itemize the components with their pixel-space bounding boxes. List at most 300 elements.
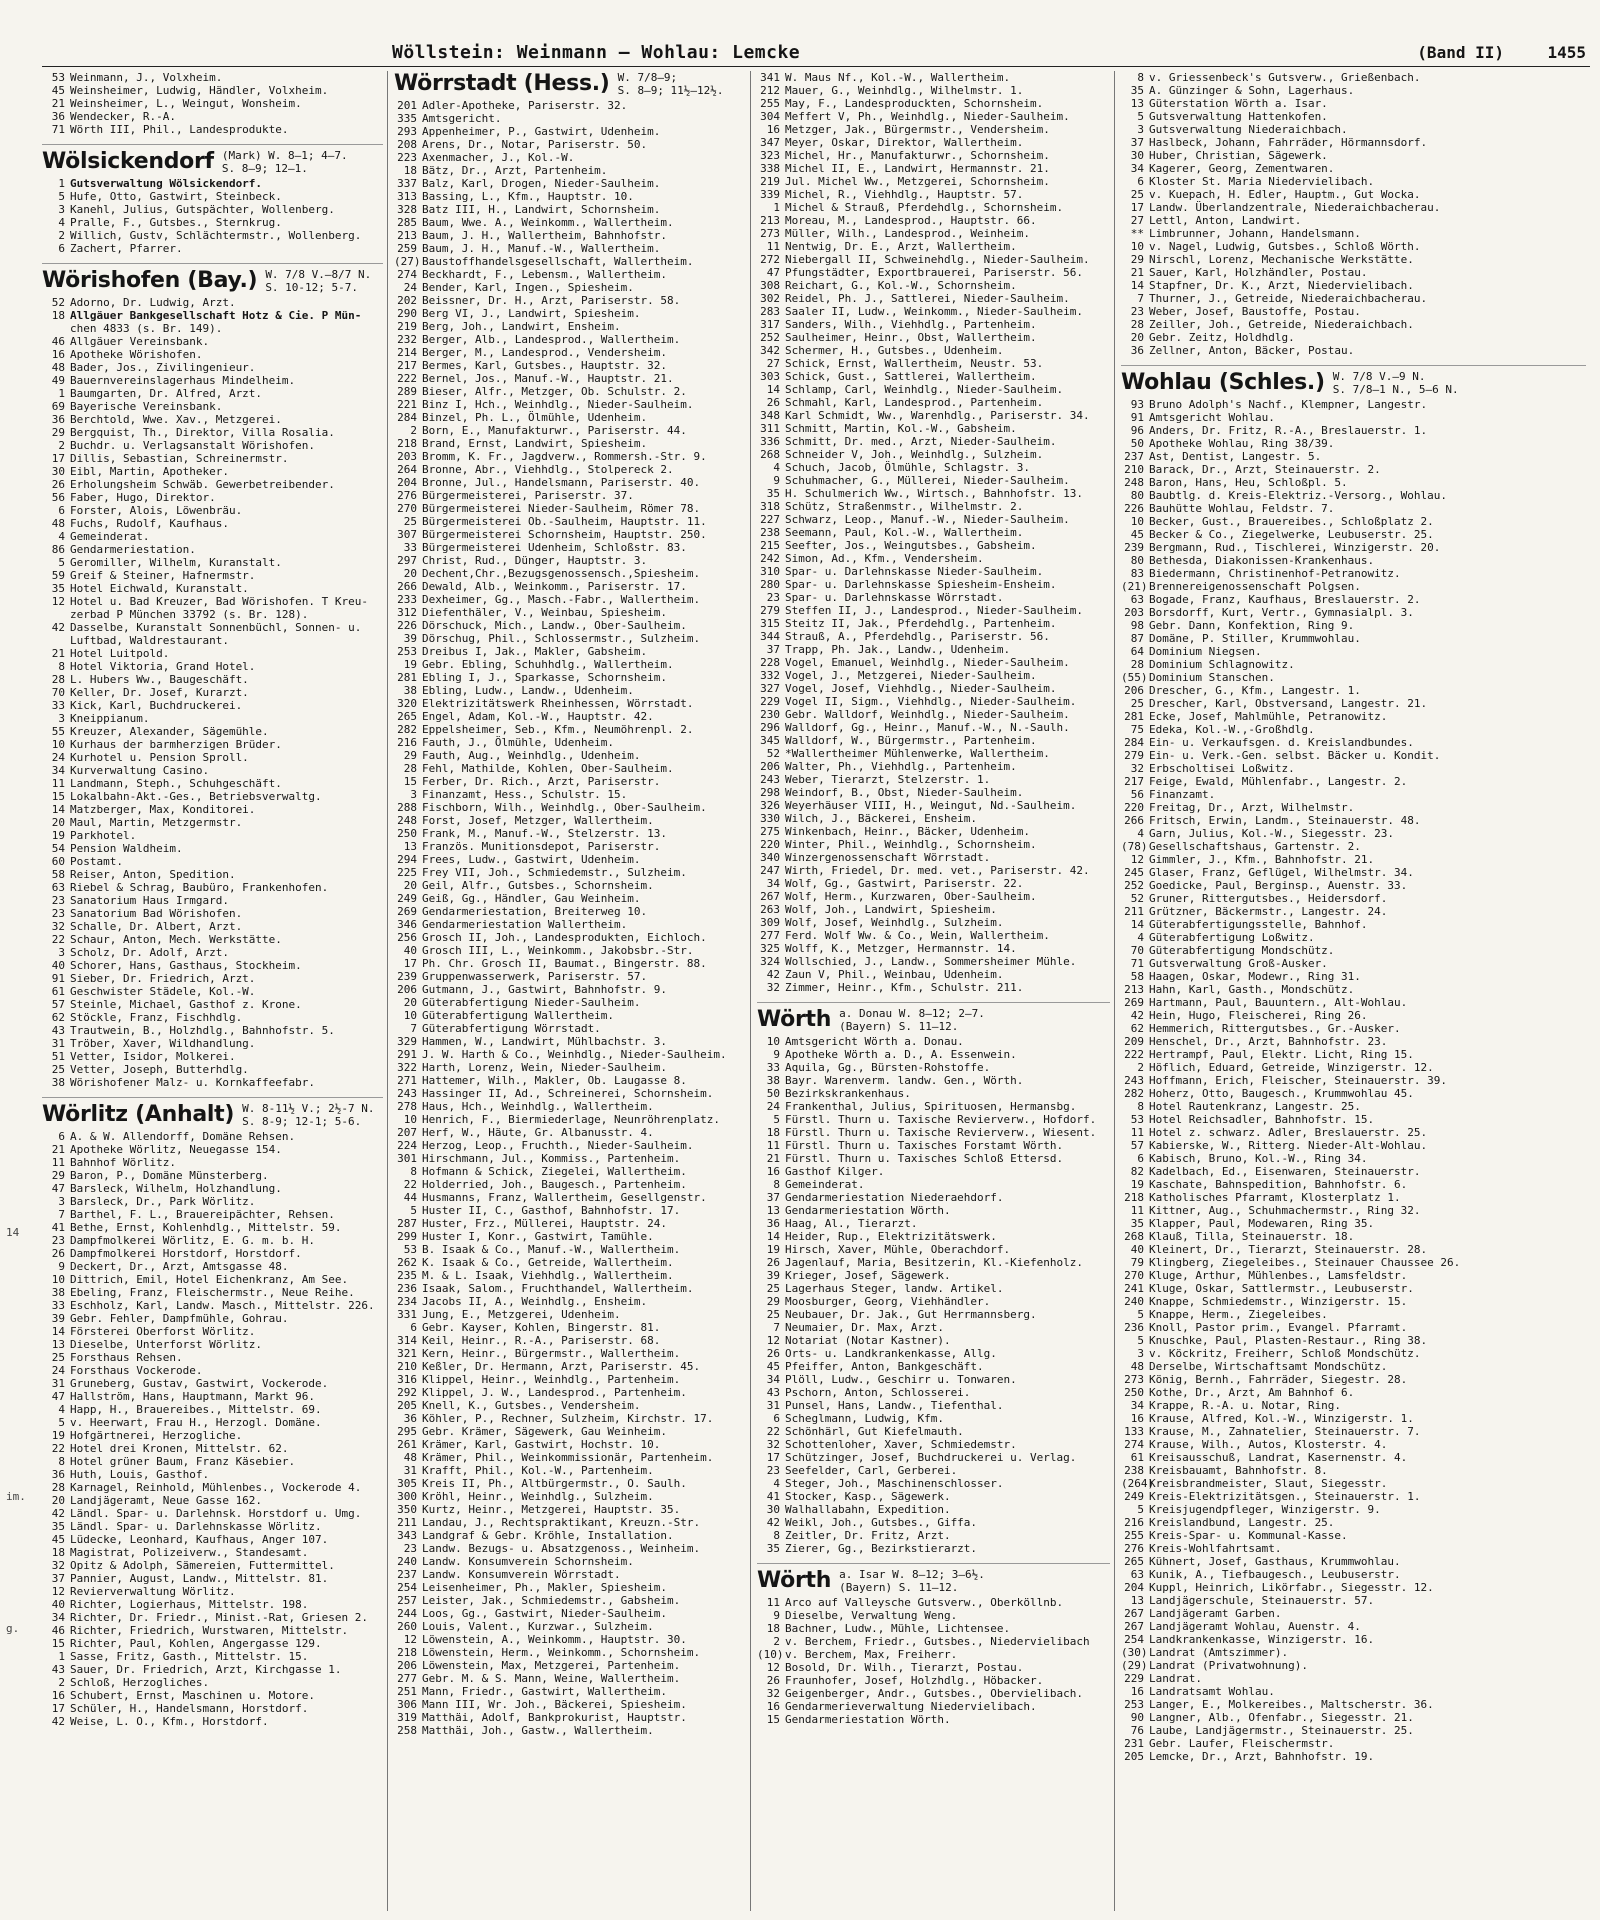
listing-entry <box>42 1468 383 1481</box>
listing-text: Schmitt, Dr. med., Arzt, Nieder-Saulheim. <box>785 435 1057 448</box>
listing-text: Gebr. Laufer, Fleischermstr. <box>1149 1737 1335 1750</box>
listing-entry <box>42 309 383 322</box>
listing-entry <box>42 1182 383 1195</box>
listing-entry <box>42 1663 383 1676</box>
listing-text: Hartmann, Paul, Bauuntern., Alt-Wohlau. <box>1149 996 1408 1009</box>
listing-entry <box>757 1635 1110 1648</box>
listing-entry <box>757 422 1110 435</box>
listing-entry <box>757 396 1110 409</box>
listing-text: Kurtz, Heinr., Metzgerei, Hauptstr. 35. <box>422 1503 681 1516</box>
place-name: Wörrstadt (Hess.) <box>394 71 610 96</box>
phone-number: 23 <box>51 894 65 907</box>
phone-number: 1 <box>58 177 65 190</box>
listing-text: Berchtold, Wwe. Xav., Metzgerei. <box>70 413 282 426</box>
listing-entry <box>394 502 746 515</box>
listing-entry <box>1121 1191 1586 1204</box>
listing-text: Kreis II, Ph., Altbürgermstr., O. Saulh. <box>422 1477 687 1490</box>
listing-text: Kreislandbund, Langestr. 25. <box>1149 1516 1335 1529</box>
listing-text: Bosold, Dr. Wilh., Tierarzt, Postau. <box>785 1661 1024 1674</box>
phone-number: 8 <box>1137 1100 1144 1113</box>
office-hours: W. 8-11½ V.; 2½-7 N. S. 8-9; 12-1; 5-6. <box>242 1102 375 1128</box>
listing-entry <box>757 1674 1110 1687</box>
listing-entry <box>757 344 1110 357</box>
phone-number: 345 <box>760 734 780 747</box>
listing-text: Wörth III, Phil., Landesprodukte. <box>70 123 289 136</box>
listing-entry <box>757 1399 1110 1412</box>
phone-number: 45 <box>51 84 65 97</box>
listing-entry <box>757 1661 1110 1674</box>
page-header <box>42 40 1590 67</box>
phone-number: 2 <box>58 229 65 242</box>
listing-entry <box>757 292 1110 305</box>
listing-text: Kreisjugendpfleger, Winzigerstr. 9. <box>1149 1503 1381 1516</box>
listing-entry <box>394 645 746 658</box>
phone-number: 237 <box>1124 450 1144 463</box>
listing-entry <box>394 1503 746 1516</box>
listing-text: Wilch, J., Bäckerei, Ensheim. <box>785 812 978 825</box>
phone-number: 16 <box>766 123 780 136</box>
listing-entry <box>42 595 383 608</box>
phone-number: 29 <box>403 749 417 762</box>
phone-number: 31 <box>403 1464 417 1477</box>
listing-text: Gemeinderat. <box>70 530 150 543</box>
listing-text: Bahnhof Wörlitz. <box>70 1156 176 1169</box>
listing-entry <box>42 985 383 998</box>
listing-entry <box>757 1191 1110 1204</box>
listing-text: Steffen II, J., Landesprod., Nieder-Saulheim. <box>785 604 1084 617</box>
phone-number: 45 <box>766 1360 780 1373</box>
phone-number: 22 <box>51 1442 65 1455</box>
phone-number: 11 <box>766 240 780 253</box>
listing-text: Kagerer, Georg, Zementwaren. <box>1149 162 1335 175</box>
phone-number: 203 <box>397 450 417 463</box>
listing-entry <box>757 1503 1110 1516</box>
listing-text: Bachner, Ludw., Mühle, Lichtensee. <box>785 1622 1011 1635</box>
phone-number: 274 <box>397 268 417 281</box>
listing-entry <box>1121 658 1586 671</box>
phone-number: 267 <box>760 890 780 903</box>
listing-text: Dieselbe, Verwaltung Weng. <box>785 1609 958 1622</box>
phone-number: 22 <box>403 1178 417 1191</box>
listing-text: Schalle, Dr. Albert, Arzt. <box>70 920 243 933</box>
listing-text: Hoffmann, Erich, Fleischer, Steinauerstr. 39. <box>1149 1074 1448 1087</box>
listing-text: Haag, Al., Tierarzt. <box>785 1217 918 1230</box>
phone-number: 264 <box>397 463 417 476</box>
listing-entry <box>1121 814 1586 827</box>
listing-text: Hufe, Otto, Gastwirt, Steinbeck. <box>70 190 282 203</box>
listing-text: Happ, H., Brauereibes., Mittelstr. 69. <box>70 1403 322 1416</box>
listing-entry <box>1121 1048 1586 1061</box>
phone-number: 25 <box>1130 188 1144 201</box>
listing-text: Plöll, Ludw., Geschirr u. Tonwaren. <box>785 1373 1017 1386</box>
listing-text: Nentwig, Dr. E., Arzt, Wallertheim. <box>785 240 1017 253</box>
listing-entry <box>42 1377 383 1390</box>
place-heading <box>757 1568 1110 1594</box>
listing-entry <box>1121 1646 1586 1659</box>
listing-text: Kloster St. Maria Niedervielibach. <box>1149 175 1375 188</box>
listing-entry <box>1121 344 1586 357</box>
listing-entry <box>42 71 383 84</box>
listing-entry <box>1121 905 1586 918</box>
listing-text: Berger, Alb., Landesprod., Wallertheim. <box>422 333 681 346</box>
listing-entry <box>1121 931 1586 944</box>
listing-text: Winter, Phil., Weinhdlg., Schornsheim. <box>785 838 1037 851</box>
listing-text: Kleinert, Dr., Tierarzt, Steinauerstr. 28. <box>1149 1243 1428 1256</box>
listing-text: Hallström, Hans, Hauptmann, Markt 96. <box>70 1390 316 1403</box>
listing-text: Ferd. Wolf Ww. & Co., Wein, Wallertheim. <box>785 929 1050 942</box>
phone-number: 239 <box>1124 541 1144 554</box>
listing-entry <box>757 1490 1110 1503</box>
phone-number: 24 <box>51 1364 65 1377</box>
listing-entry <box>757 916 1110 929</box>
listing-entry <box>42 1063 383 1076</box>
listing-entry <box>1121 1360 1586 1373</box>
phone-number: 237 <box>397 1568 417 1581</box>
listing-entry <box>1121 567 1586 580</box>
listing-entry <box>394 1204 746 1217</box>
phone-number: 33 <box>51 699 65 712</box>
phone-number: 14 <box>51 803 65 816</box>
phone-number: 32 <box>766 1438 780 1451</box>
phone-number: 31 <box>51 1037 65 1050</box>
listing-entry <box>394 190 746 203</box>
phone-number: 40 <box>51 959 65 972</box>
phone-number: 70 <box>1130 944 1144 957</box>
listing-text: Michel II, E., Landwirt, Hermannstr. 21. <box>785 162 1050 175</box>
listing-entry <box>1121 671 1586 684</box>
listing-entry <box>1121 1464 1586 1477</box>
phone-number: 26 <box>51 1247 65 1260</box>
phone-number: 80 <box>1130 554 1144 567</box>
phone-number: 10 <box>766 1035 780 1048</box>
listing-entry <box>1121 279 1586 292</box>
phone-number: 211 <box>397 1516 417 1529</box>
phone-number: 269 <box>1124 996 1144 1009</box>
phone-number: 316 <box>397 1373 417 1386</box>
listing-text: Revierverwaltung Wörlitz. <box>70 1585 236 1598</box>
phone-number: 298 <box>760 786 780 799</box>
listing-entry <box>1121 528 1586 541</box>
listing-entry <box>757 201 1110 214</box>
listing-entry <box>1121 749 1586 762</box>
listing-entry <box>42 803 383 816</box>
phone-number: 10 <box>1130 240 1144 253</box>
listing-text: Sieber, Dr. Friedrich, Arzt. <box>70 972 256 985</box>
phone-number: 287 <box>397 1217 417 1230</box>
phone-number: 3 <box>1137 1347 1144 1360</box>
listing-text: Wolff, K., Metzger, Hermannstr. 14. <box>785 942 1017 955</box>
phone-number: 8 <box>410 1165 417 1178</box>
phone-number: 267 <box>1124 1607 1144 1620</box>
phone-number: 4 <box>58 530 65 543</box>
phone-number: 214 <box>397 346 417 359</box>
listing-entry <box>42 517 383 530</box>
listing-text: W. Maus Nf., Kol.-W., Wallertheim. <box>785 71 1011 84</box>
phone-number: 31 <box>766 1399 780 1412</box>
phone-number: 4 <box>773 461 780 474</box>
listing-text: Geschwister Städele, Kol.-W. <box>70 985 256 998</box>
listing-entry <box>394 580 746 593</box>
listing-text: Güterabfertigung Loßwitz. <box>1149 931 1315 944</box>
listing-entry <box>757 1596 1110 1609</box>
phone-number: 32 <box>766 981 780 994</box>
phone-number: 259 <box>397 242 417 255</box>
listing-text: Adorno, Dr. Ludwig, Arzt. <box>70 296 236 309</box>
listing-entry <box>42 1299 383 1312</box>
phone-number: 248 <box>397 814 417 827</box>
listing-text: Bürgermeisterei Ob.-Saulheim, Hauptstr. 11. <box>422 515 707 528</box>
listing-entry <box>757 864 1110 877</box>
phone-number: 40 <box>51 1598 65 1611</box>
phone-number: 243 <box>760 773 780 786</box>
phone-number: 17 <box>51 452 65 465</box>
place-name: Wohlau (Schles.) <box>1121 370 1325 395</box>
listing-entry <box>42 229 383 242</box>
listing-text: Schottenloher, Xaver, Schmiedemstr. <box>785 1438 1017 1451</box>
margin-note: g. <box>6 1622 20 1635</box>
listing-text: Richter, Logierhaus, Mittelstr. 198. <box>70 1598 309 1611</box>
listing-entry <box>42 387 383 400</box>
listing-entry <box>394 1529 746 1542</box>
listing-text: Kluge, Oskar, Sattlermstr., Leubuserstr. <box>1149 1282 1414 1295</box>
listing-entry <box>394 281 746 294</box>
phone-number: 11 <box>766 1596 780 1609</box>
listing-entry <box>394 1620 746 1633</box>
listing-text: Güterabfertigung Wörrstadt. <box>422 1022 601 1035</box>
listing-entry <box>757 1243 1110 1256</box>
phone-number: 222 <box>1124 1048 1144 1061</box>
listing-entry <box>757 162 1110 175</box>
phone-number: 9 <box>773 474 780 487</box>
listing-text: Landrat (Privatwohnung). <box>1149 1659 1308 1672</box>
listing-text: Landau, J., Rechtspraktikant, Kreuzn.-Str. <box>422 1516 701 1529</box>
phone-number: 7 <box>58 1208 65 1221</box>
phone-number: 344 <box>760 630 780 643</box>
listing-entry <box>42 1156 383 1169</box>
phone-number: 304 <box>760 110 780 123</box>
listing-entry <box>757 123 1110 136</box>
phone-number: 19 <box>51 829 65 842</box>
phone-number: 326 <box>760 799 780 812</box>
listing-text: Scheglmann, Ludwig, Kfm. <box>785 1412 944 1425</box>
phone-number: 257 <box>397 1594 417 1607</box>
phone-number: 261 <box>397 1438 417 1451</box>
listing-text: Schick, Gust., Sattlerei, Wallertheim. <box>785 370 1037 383</box>
phone-number: 14 <box>766 1230 780 1243</box>
listing-entry <box>394 996 746 1009</box>
listing-entry <box>42 1559 383 1572</box>
listing-text: Ein- u. Verkaufsgen. d. Kreislandbundes. <box>1149 736 1414 749</box>
listing-text: Klippel, J. W., Landesprod., Partenheim. <box>422 1386 687 1399</box>
listing-text: Bürgermeisterei Nieder-Saulheim, Römer 78. <box>422 502 701 515</box>
listing-text: Hofgärtnerei, Herzogliche. <box>70 1429 243 1442</box>
listing-entry <box>42 582 383 595</box>
listing-entry <box>42 1338 383 1351</box>
phone-number: 241 <box>1124 1282 1144 1295</box>
listing-entry <box>394 1022 746 1035</box>
phone-number: 39 <box>51 1312 65 1325</box>
listing-text: Weinmann, J., Volxheim. <box>70 71 223 84</box>
phone-number: 56 <box>51 491 65 504</box>
listing-entry <box>1121 227 1586 240</box>
listing-text: J. W. Harth & Co., Weinhdlg., Nieder-Saulheim. <box>422 1048 727 1061</box>
phone-number: 220 <box>760 838 780 851</box>
listing-entry <box>1121 1607 1586 1620</box>
phone-number: 10 <box>51 738 65 751</box>
phone-number: 317 <box>760 318 780 331</box>
listing-entry <box>1121 1243 1586 1256</box>
listing-text: Goedicke, Paul, Berginsp., Auenstr. 33. <box>1149 879 1408 892</box>
listing-entry <box>42 998 383 1011</box>
listing-text: v. Griessenbeck's Gutsverw., Grießenbach. <box>1149 71 1421 84</box>
listing-text: Fauth, J., Ölmühle, Udenheim. <box>422 736 615 749</box>
listing-text: Hofmann & Schick, Ziegelei, Wallertheim. <box>422 1165 687 1178</box>
listing-text: Luftbad, Waldrestaurant. <box>70 634 229 647</box>
listing-entry <box>1121 253 1586 266</box>
phone-number: 240 <box>1124 1295 1144 1308</box>
listing-text: Bronne, Abr., Viehhdlg., Stolpereck 2. <box>422 463 674 476</box>
listing-entry <box>42 1286 383 1299</box>
listing-entry <box>394 671 746 684</box>
listing-text: Pschorn, Anton, Schlosserei. <box>785 1386 971 1399</box>
phone-number: 212 <box>760 84 780 97</box>
phone-number: 58 <box>51 868 65 881</box>
listing-entry <box>757 1425 1110 1438</box>
listing-entry <box>394 1698 746 1711</box>
listing-text: Bogade, Franz, Kaufhaus, Breslauerstr. 2. <box>1149 593 1421 606</box>
phone-number: 301 <box>397 1152 417 1165</box>
listing-entry <box>1121 1672 1586 1685</box>
listing-entry <box>757 1713 1110 1726</box>
phone-number: 23 <box>51 1234 65 1247</box>
phone-number: 60 <box>51 855 65 868</box>
listing-text: Geigenberger, Andr., Gutsbes., Obervielibach. <box>785 1687 1084 1700</box>
listing-text: Sauer, Karl, Holzhändler, Postau. <box>1149 266 1368 279</box>
listing-entry <box>757 318 1110 331</box>
phone-number: 30 <box>766 1503 780 1516</box>
volume-label: (Band II) <box>1417 43 1504 62</box>
listing-entry <box>1121 1074 1586 1087</box>
phone-number: (29) <box>1121 1659 1148 1672</box>
listing-entry <box>757 448 1110 461</box>
listing-text: Dewald, Alb., Weinkomm., Pariserstr. 17. <box>422 580 687 593</box>
phone-number: 213 <box>760 214 780 227</box>
phone-number: 35 <box>51 1520 65 1533</box>
listing-text: Keßler, Dr. Hermann, Arzt, Pariserstr. 45. <box>422 1360 701 1373</box>
listing-text: v. Berchem, Friedr., Gutsbes., Niedervielibach <box>785 1635 1090 1648</box>
listing-entry <box>1121 1230 1586 1243</box>
listing-entry <box>394 1152 746 1165</box>
listing-entry <box>42 712 383 725</box>
listing-text: Bader, Jos., Zivilingenieur. <box>70 361 256 374</box>
phone-number: 28 <box>403 762 417 775</box>
phone-number: 25 <box>51 1351 65 1364</box>
phone-number: 80 <box>1130 489 1144 502</box>
listing-text: Baron, P., Domäne Münsterberg. <box>70 1169 269 1182</box>
phone-number: 226 <box>397 619 417 632</box>
place-section <box>757 1002 1110 1555</box>
listing-text: Apotheke Wörth a. D., A. Essenwein. <box>785 1048 1017 1061</box>
listing-entry <box>757 955 1110 968</box>
listing-text: Kurhotel u. Pension Sproll. <box>70 751 249 764</box>
listing-entry <box>757 695 1110 708</box>
phone-number: 293 <box>397 125 417 138</box>
listing-entry <box>42 1624 383 1637</box>
phone-number: 275 <box>760 825 780 838</box>
listing-text: Huster, Frz., Müllerei, Hauptstr. 24. <box>422 1217 668 1230</box>
listing-text: Mauer, G., Weinhdlg., Wilhelmstr. 1. <box>785 84 1024 97</box>
phone-number: 282 <box>397 723 417 736</box>
listing-entry <box>1121 710 1586 723</box>
listing-entry <box>42 84 383 97</box>
listing-text: Gutmann, J., Gastwirt, Bahnhofstr. 9. <box>422 983 668 996</box>
listing-text: Freitag, Dr., Arzt, Wilhelmstr. <box>1149 801 1355 814</box>
phone-number: 288 <box>397 801 417 814</box>
phone-number: 229 <box>1124 1672 1144 1685</box>
phone-number: 32 <box>1130 762 1144 775</box>
listing-entry <box>1121 554 1586 567</box>
listing-entry <box>394 866 746 879</box>
listing-text: Steitz II, Jak., Pferdehdlg., Partenheim. <box>785 617 1057 630</box>
listing-entry <box>42 97 383 110</box>
phone-number: 16 <box>51 1689 65 1702</box>
listing-text: Weber, Tierarzt, Stelzerstr. 1. <box>785 773 991 786</box>
listing-text: v. Köckritz, Freiherr, Schloß Mondschütz. <box>1149 1347 1421 1360</box>
listing-entry <box>1121 853 1586 866</box>
listing-entry <box>394 1230 746 1243</box>
listing-entry <box>394 1282 746 1295</box>
listing-text: M. & L. Isaak, Viehhdlg., Wallertheim. <box>422 1269 674 1282</box>
listing-entry <box>394 1659 746 1672</box>
phone-number: 324 <box>760 955 780 968</box>
phone-number: 306 <box>397 1698 417 1711</box>
listing-text: Wolf, Herm., Kurzwaren, Ober-Saulheim. <box>785 890 1037 903</box>
listing-text: König, Bernh., Fahrräder, Siegestr. 28. <box>1149 1373 1408 1386</box>
phone-number: 315 <box>760 617 780 630</box>
phone-number: 39 <box>403 632 417 645</box>
listing-text: Saulheimer, Heinr., Obst, Wallertheim. <box>785 331 1037 344</box>
listing-entry <box>757 1542 1110 1555</box>
phone-number: 10 <box>403 1009 417 1022</box>
phone-number: 12 <box>51 595 65 608</box>
listing-text: Faber, Hugo, Direktor. <box>70 491 216 504</box>
listing-text: Winkenbach, Heinr., Bäcker, Udenheim. <box>785 825 1031 838</box>
phone-number: 86 <box>51 543 65 556</box>
phone-number: 337 <box>397 177 417 190</box>
listing-text: Französ. Munitionsdepot, Pariserstr. <box>422 840 661 853</box>
phone-number: 318 <box>760 500 780 513</box>
phone-number: 14 <box>1130 918 1144 931</box>
listing-text: Punsel, Hans, Landw., Tiefenthal. <box>785 1399 1004 1412</box>
listing-entry <box>394 1672 746 1685</box>
phone-number: 206 <box>397 983 417 996</box>
phone-number: 277 <box>397 1672 417 1685</box>
phone-number: 28 <box>51 1481 65 1494</box>
phone-number: 45 <box>1130 528 1144 541</box>
listing-text: Weikl, Joh., Gutsbes., Giffa. <box>785 1516 978 1529</box>
phone-number: 312 <box>397 606 417 619</box>
place-name: Wörlitz (Anhalt) <box>42 1102 235 1127</box>
listing-text: Zellner, Anton, Bäcker, Postau. <box>1149 344 1355 357</box>
listing-text: Notariat (Notar Kastner). <box>785 1334 951 1347</box>
listing-text: Weise, L. O., Kfm., Horstdorf. <box>70 1715 269 1728</box>
listing-entry <box>1121 1685 1586 1698</box>
listing-text: Güterabfertigungsstelle, Bahnhof. <box>1149 918 1368 931</box>
phone-number: 36 <box>51 110 65 123</box>
listing-entry <box>1121 1737 1586 1750</box>
phone-number: 27 <box>1130 214 1144 227</box>
phone-number: 268 <box>1124 1230 1144 1243</box>
